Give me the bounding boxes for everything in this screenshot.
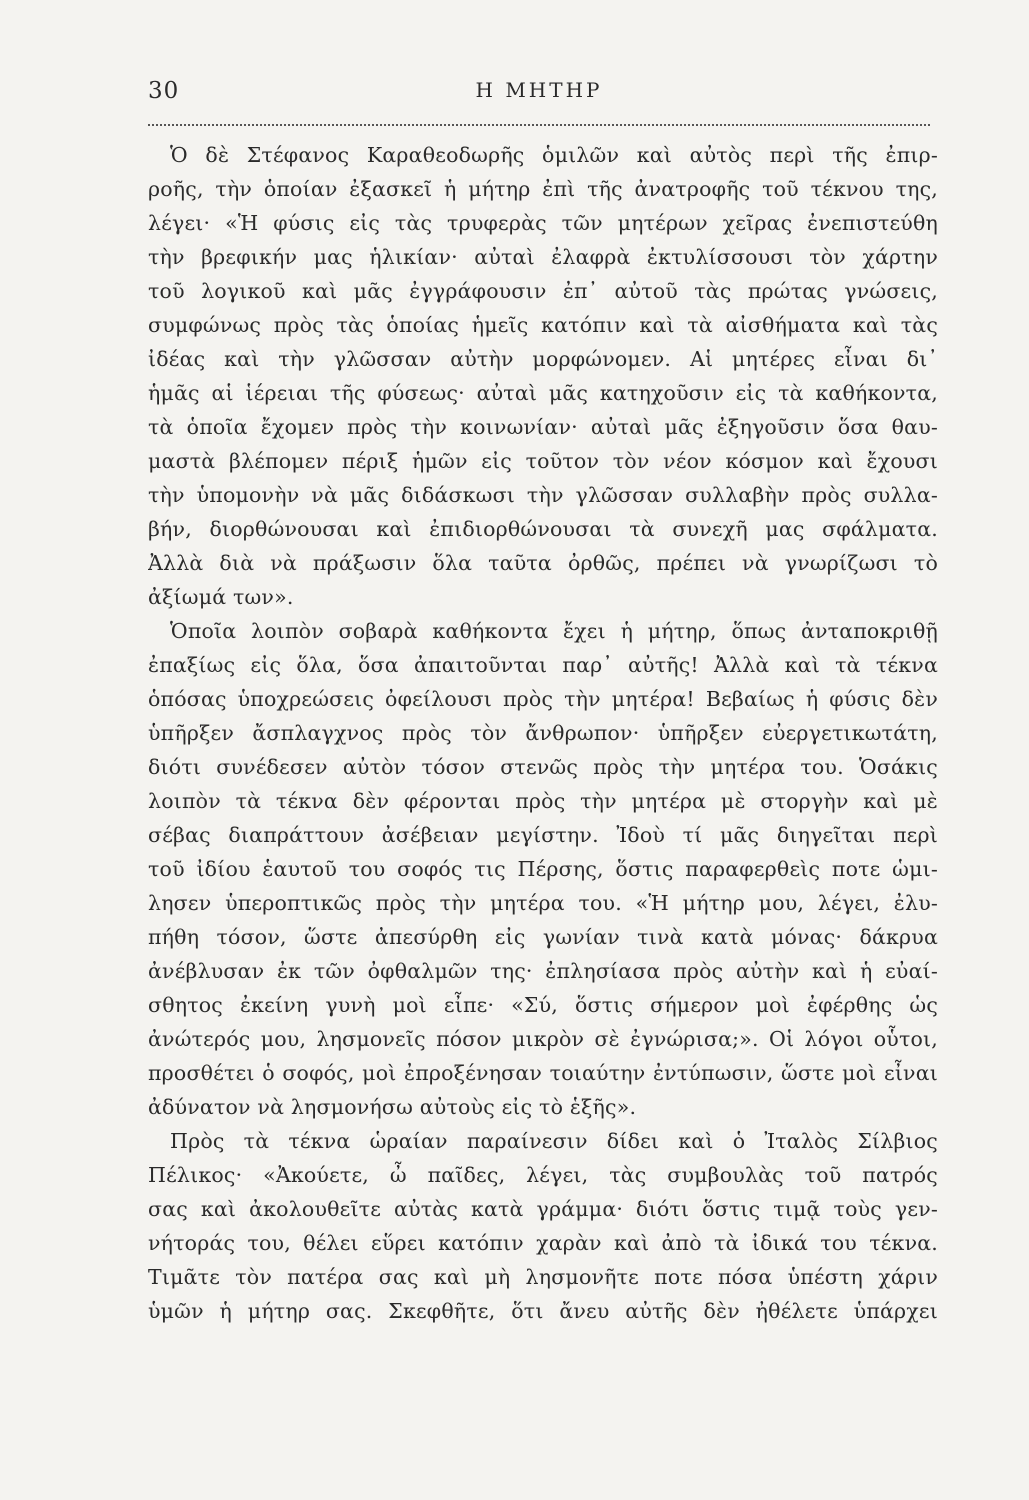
- text-line: λοιπὸν τὰ τέκνα δὲν φέρονται πρὸς τὴν μητέρα μὲ στοργὴν καὶ μὲ: [148, 789, 938, 813]
- text-line: βήν, διορθώνουσαι καὶ ἐπιδιορθώνουσαι τὰ συνεχῆ μας σφάλματα.: [148, 517, 938, 541]
- text-line: διότι συνέδεσεν αὐτὸν τόσον στενῶς πρὸς τὴν μητέρα του. Ὁσάκις: [148, 755, 938, 779]
- text-line: Πέλικος· «Ἀκούετε, ὦ παῖδες, λέγει, τὰς συμβουλὰς τοῦ πατρός: [148, 1163, 938, 1187]
- text-line: τὴν ὑπομονὴν νὰ μᾶς διδάσκωσι τὴν γλῶσσαν συλλαβὴν πρὸς συλλα-: [148, 483, 938, 507]
- text-line: συμφώνως πρὸς τὰς ὁποίας ἡμεῖς κατόπιν καὶ τὰ αἰσθήματα καὶ τὰς: [148, 313, 938, 337]
- text-line: προσθέτει ὁ σοφός, μοὶ ἐπροξένησαν τοιαύτην ἐντύπωσιν, ὥστε μοὶ εἶναι: [148, 1061, 938, 1085]
- text-line: λησεν ὑπεροπτικῶς πρὸς τὴν μητέρα του. «Ἡ μήτηρ μου, λέγει, ἐλυ-: [148, 891, 938, 915]
- text-line: πήθη τόσον, ὥστε ἀπεσύρθη εἰς γωνίαν τινὰ κατὰ μόνας· δάκρυα: [148, 925, 938, 949]
- text-line: μαστὰ βλέπομεν πέριξ ἡμῶν εἰς τοῦτον τὸν νέον κόσμον καὶ ἔχουσι: [148, 449, 938, 473]
- text-line: τὰ ὁποῖα ἔχομεν πρὸς τὴν κοινωνίαν· αὐταὶ μᾶς ἐξηγοῦσιν ὅσα θαυ-: [148, 415, 938, 439]
- text-line: σέβας διαπράττουν ἀσέβειαν μεγίστην. Ἰδοὺ τί μᾶς διηγεῖται περὶ: [148, 823, 938, 847]
- text-line: ὑπῆρξεν ἄσπλαγχνος πρὸς τὸν ἄνθρωπον· ὑπῆρξεν εὐεργετικωτάτη,: [148, 721, 938, 745]
- text-line: Ὁποῖα λοιπὸν σοβαρὰ καθήκοντα ἔχει ἡ μήτηρ, ὅπως ἀνταποκριθῇ: [170, 619, 938, 643]
- text-line: ροῆς, τὴν ὁποίαν ἐξασκεῖ ἡ μήτηρ ἐπὶ τῆς ἀνατροφῆς τοῦ τέκνου της,: [148, 177, 938, 201]
- text-line: λέγει· «Ἡ φύσις εἰς τὰς τρυφερὰς τῶν μητέρων χεῖρας ἐνεπιστεύθη: [148, 211, 938, 235]
- running-title: Η ΜΗΤΗΡ: [475, 78, 603, 102]
- text-line: τοῦ λογικοῦ καὶ μᾶς ἐγγράφουσιν ἐπ᾽ αὐτοῦ τὰς πρώτας γνώσεις,: [148, 279, 938, 303]
- text-line: Ἀλλὰ διὰ νὰ πράξωσιν ὅλα ταῦτα ὀρθῶς, πρέπει νὰ γνωρίζωσι τὸ: [148, 551, 938, 575]
- text-line: ἀδύνατον νὰ λησμονήσω αὐτοὺς εἰς τὸ ἑξῆς».: [148, 1095, 637, 1119]
- text-line: Πρὸς τὰ τέκνα ὡραίαν παραίνεσιν δίδει καὶ ὁ Ἰταλὸς Σίλβιος: [170, 1129, 938, 1153]
- text-line: ἡμᾶς αἱ ἱέρειαι τῆς φύσεως· αὐταὶ μᾶς κατηχοῦσιν εἰς τὰ καθήκοντα,: [148, 381, 938, 405]
- text-line: τοῦ ἰδίου ἑαυτοῦ του σοφός τις Πέρσης, ὅστις παραφερθεὶς ποτε ὡμι-: [148, 857, 938, 881]
- text-line: Τιμᾶτε τὸν πατέρα σας καὶ μὴ λησμονῆτε ποτε πόσα ὑπέστη χάριν: [148, 1265, 938, 1289]
- text-line: ἀνέβλυσαν ἐκ τῶν ὀφθαλμῶν της· ἐπλησίασα πρὸς αὐτὴν καὶ ἡ εὐαί-: [148, 959, 938, 983]
- text-line: ὁπόσας ὑποχρεώσεις ὀφείλουσι πρὸς τὴν μητέρα! Βεβαίως ἡ φύσις δὲν: [148, 687, 938, 711]
- page-header: [148, 78, 930, 112]
- text-line: ἀνώτερός μου, λησμονεῖς πόσον μικρὸν σὲ ἐγνώρισα;». Οἱ λόγοι οὗτοι,: [148, 1027, 938, 1051]
- text-line: ἐπαξίως εἰς ὅλα, ὅσα ἀπαιτοῦνται παρ᾽ αὐτῆς! Ἀλλὰ καὶ τὰ τέκνα: [148, 653, 938, 677]
- text-line: σας καὶ ἀκολουθεῖτε αὐτὰς κατὰ γράμμα· διότι ὅστις τιμᾷ τοὺς γεν-: [148, 1197, 938, 1221]
- header-dotted-rule: [148, 124, 930, 126]
- text-line: τὴν βρεφικήν μας ἡλικίαν· αὐταὶ ἐλαφρὰ ἐκτυλίσσουσι τὸν χάρτην: [148, 245, 938, 269]
- text-line: ὑμῶν ἡ μήτηρ σας. Σκεφθῆτε, ὅτι ἄνευ αὐτῆς δὲν ἠθέλετε ὑπάρχει: [148, 1299, 938, 1323]
- text-line: νήτοράς του, θέλει εὕρει κατόπιν χαρὰν καὶ ἀπὸ τὰ ἰδικά του τέκνα.: [148, 1231, 938, 1255]
- text-line: σθητος ἐκείνη γυνὴ μοὶ εἶπε· «Σύ, ὅστις σήμερον μοὶ ἐφέρθης ὡς: [148, 993, 938, 1017]
- text-line: Ὁ δὲ Στέφανος Καραθεοδωρῆς ὁμιλῶν καὶ αὐτὸς περὶ τῆς ἐπιρ-: [170, 143, 938, 167]
- text-line: ἀξίωμά των».: [148, 585, 294, 609]
- text-line: ἰδέας καὶ τὴν γλῶσσαν αὐτὴν μορφώνομεν. Αἱ μητέρες εἶναι δι᾽: [148, 347, 938, 371]
- page-number: 30: [148, 78, 180, 104]
- body-text: [148, 138, 938, 1328]
